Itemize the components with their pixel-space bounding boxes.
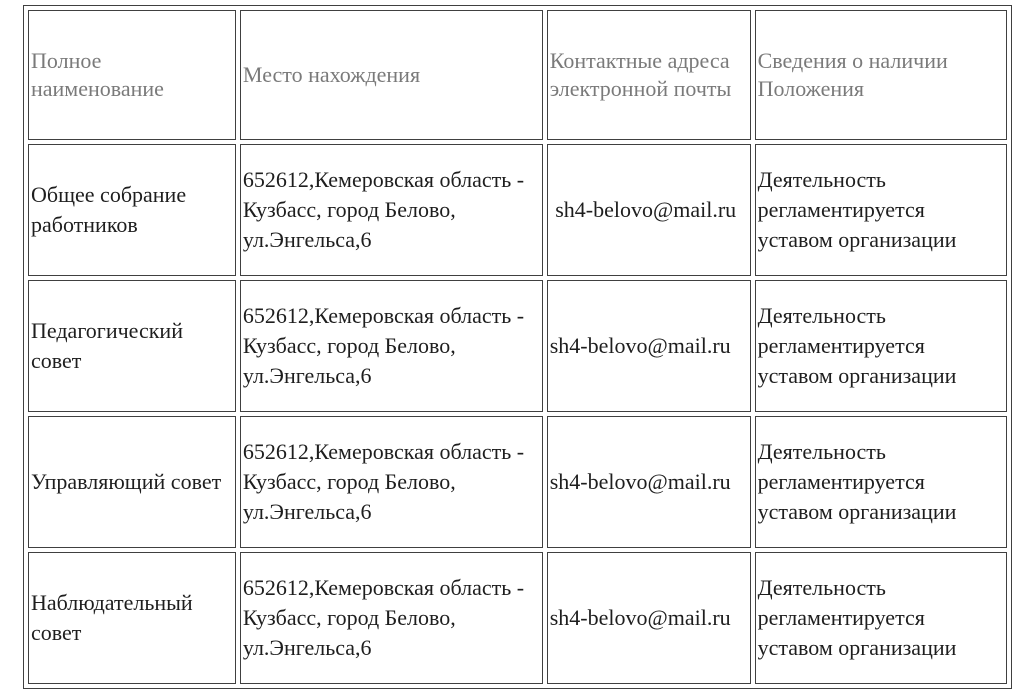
- cell-name: Общее собрание работников: [28, 144, 236, 276]
- cell-name: Педагогический совет: [28, 280, 236, 412]
- cell-address: 652612,Кемеровская область - Кузбасс, город Белово, ул.Энгельса,6: [240, 280, 543, 412]
- cell-email: sh4-belovo@mail.ru: [547, 144, 751, 276]
- table-row: [28, 416, 1007, 548]
- cell-address: 652612,Кемеровская область - Кузбасс, город Белово, ул.Энгельса,6: [240, 416, 543, 548]
- cell-regulation: Деятельность регламентируется уставом организации: [755, 416, 1007, 548]
- governance-bodies-table: [23, 5, 1012, 689]
- cell-address: 652612,Кемеровская область - Кузбасс, город Белово, ул.Энгельса,6: [240, 552, 543, 684]
- header-email: Контактные адреса электронной почты: [547, 10, 751, 140]
- header-regulation: Сведения о наличии Положения: [755, 10, 1007, 140]
- cell-email: sh4-belovo@mail.ru: [547, 552, 751, 684]
- header-location: Место нахождения: [240, 10, 543, 140]
- governance-table-wrapper: [23, 5, 1012, 689]
- table-row: [28, 552, 1007, 684]
- table-row: [28, 144, 1007, 276]
- cell-email: sh4-belovo@mail.ru: [547, 280, 751, 412]
- cell-email: sh4-belovo@mail.ru: [547, 416, 751, 548]
- cell-regulation: Деятельность регламентируется уставом организации: [755, 144, 1007, 276]
- table-header-row: [28, 10, 1007, 140]
- cell-address: 652612,Кемеровская область - Кузбасс, город Белово, ул.Энгельса,6: [240, 144, 543, 276]
- table-row: [28, 280, 1007, 412]
- cell-name: Управляющий совет: [28, 416, 236, 548]
- cell-regulation: Деятельность регламентируется уставом организации: [755, 552, 1007, 684]
- cell-regulation: Деятельность регламентируется уставом организации: [755, 280, 1007, 412]
- cell-name: Наблюдательный совет: [28, 552, 236, 684]
- header-full-name: Полное наименование: [28, 10, 236, 140]
